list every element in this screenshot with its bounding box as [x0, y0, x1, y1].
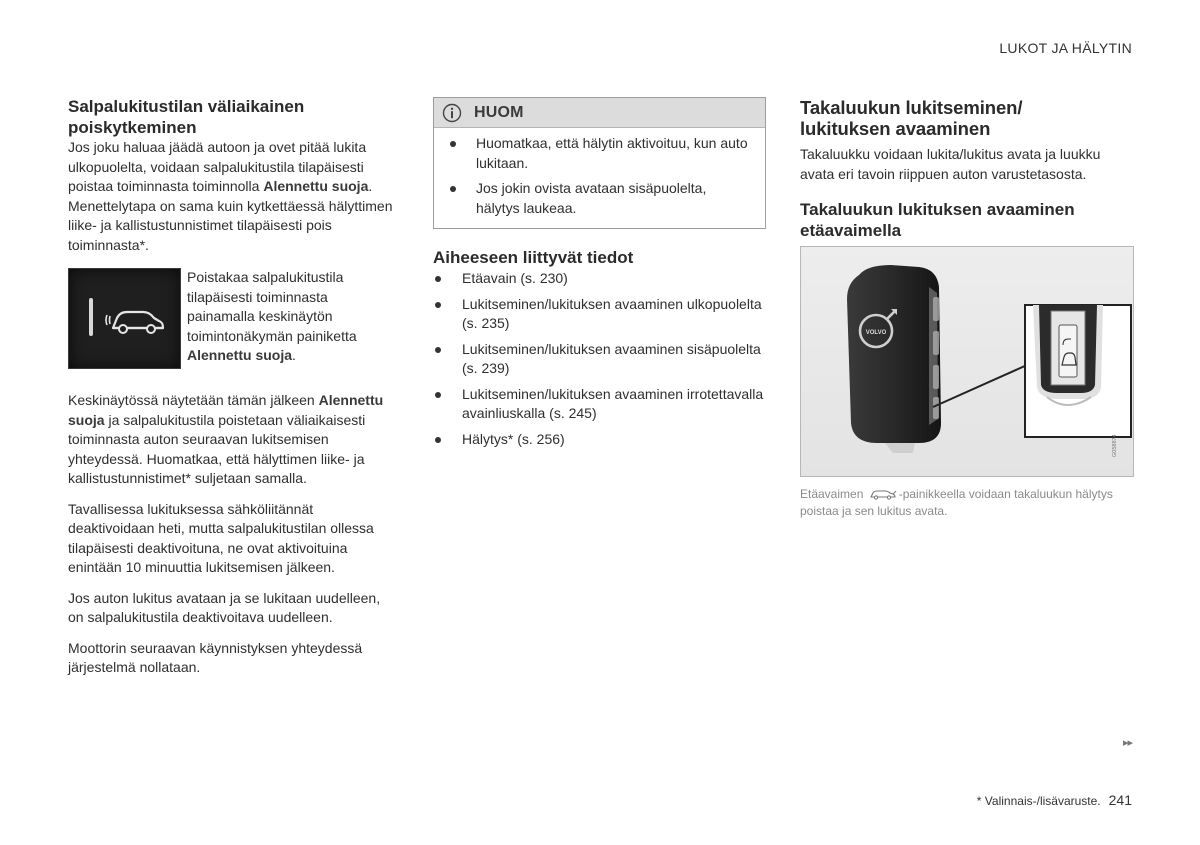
bold-term: Alennettu suoja — [263, 178, 369, 194]
left-paragraph-3: Tavallisessa lukituksessa sähköliitännät deaktivoidaan heti, mutta salpalukitustilan ollessa tilapäisesti deaktivoituna, ne ovat aktivoituina enintään 10 minuuttia lukitsemisen jälkeen. — [68, 500, 374, 575]
page-number: 241 — [1108, 792, 1132, 808]
text: ja salpalukitustila poistetaan väliaikaisesti toiminnasta auton seuraavan lukitsemisen yhteydessä. Huomatkaa, että hälyttimen liike- ja kallistustunnistimet* suljetaan samalla. — [68, 411, 366, 486]
right-intro: Takaluukku voidaan lukita/lukitus avata ja luukku avata eri tavoin riippuen auton varustetasosta. — [800, 146, 1101, 182]
note-title: HUOM — [474, 103, 524, 121]
related-link[interactable]: Lukitseminen/lukituksen avaaminen irrotettavalla avainliuskalla (s. 245) — [433, 385, 766, 424]
related-link[interactable]: Etäavain (s. 230) — [433, 269, 766, 289]
tailgate-car-icon — [869, 488, 897, 500]
note-box — [433, 97, 766, 229]
middle-column — [433, 97, 766, 449]
note-body — [434, 128, 765, 228]
remote-key-illustration — [801, 247, 1134, 477]
left-paragraph-1 — [68, 138, 396, 255]
section-title: LUKOT JA HÄLYTIN — [999, 40, 1132, 56]
related-link[interactable]: Lukitseminen/lukituksen avaaminen sisäpuolelta (s. 239) — [433, 340, 766, 379]
bold-term: Alennettu suoja — [187, 347, 293, 363]
figure-code: G058874 — [1112, 434, 1118, 457]
footnote: * Valinnais-/lisävaruste. — [976, 794, 1101, 808]
related-list — [433, 269, 766, 449]
remote-key-figure — [800, 246, 1134, 477]
page-footer — [977, 792, 1132, 808]
left-paragraph-4: Jos auton lukitus avataan ja se lukitaan uudelleen, on salpalukitustila deaktivoitava uudelleen. — [68, 589, 381, 625]
right-subheading: Takaluukun lukituksen avaaminen etäavaimella — [800, 200, 1075, 240]
figure-text — [187, 268, 396, 369]
text: Keskinäytössä näytetään tämän jälkeen — [68, 392, 319, 408]
text: . Menettelytapa on sama kuin kytkettäessä hälyttimen liike- ja kallistustunnistimet tilapäisesti pois toiminnasta*. — [68, 178, 393, 253]
note-list — [446, 134, 753, 218]
info-icon — [442, 103, 462, 123]
list-item: Jos jokin ovista avataan sisäpuolelta, hälytys laukeaa. — [446, 179, 753, 218]
related-heading: Aiheeseen liittyvät tiedot — [433, 248, 634, 267]
logo-text: VOLVO — [865, 330, 887, 336]
left-paragraph-2 — [68, 391, 396, 489]
text: . — [292, 347, 296, 363]
text: Poistakaa salpalukitustila tilapäisesti toiminnasta painamalla keskinäytön toimintonäkymän painiketta — [187, 269, 357, 344]
bold-term: Alennettu suoja — [68, 392, 384, 428]
text: -painikkeella voidaan takaluukun hälytys poistaa ja sen lukitus avata. — [800, 487, 1113, 518]
text: Etäavaimen — [800, 487, 867, 501]
reduced-guard-button-image — [68, 268, 181, 369]
indicator-bar — [89, 298, 93, 336]
right-column — [800, 97, 1134, 520]
note-header — [434, 98, 765, 128]
related-link[interactable]: Lukitseminen/lukituksen avaaminen ulkopuolelta (s. 235) — [433, 295, 766, 334]
left-paragraph-5: Moottorin seuraavan käynnistyksen yhteydessä järjestelmä nollataan. — [68, 639, 363, 675]
figure-caption — [800, 486, 1134, 520]
left-column — [68, 96, 396, 678]
button-figure-row — [68, 268, 396, 369]
list-item: Huomatkaa, että hälytin aktivoituu, kun auto lukitaan. — [446, 134, 753, 173]
car-alarm-icon — [105, 303, 167, 337]
related-link[interactable]: Hälytys* (s. 256) — [433, 430, 766, 450]
right-heading: Takaluukun lukitseminen/ lukituksen avaaminen — [800, 97, 1023, 139]
text: Jos joku haluaa jäädä autoon ja ovet pitää lukita ulkopuolelta, voidaan salpalukitustila tilapäisesti poistaa toiminnasta toiminnolla — [68, 139, 367, 194]
left-heading: Salpalukitustilan väliaikainen poiskytkeminen — [68, 97, 305, 137]
next-page-arrows-icon: ▸▸ — [1122, 737, 1132, 749]
